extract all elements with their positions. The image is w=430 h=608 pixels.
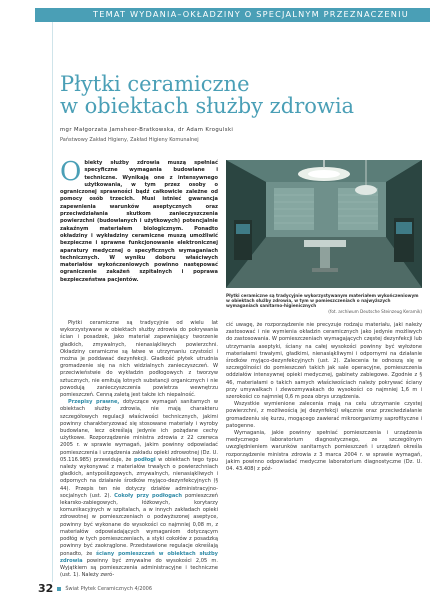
body-column-left <box>60 320 218 579</box>
body-paragraph <box>60 399 218 579</box>
article-title-line2: w obiektach służby zdrowia <box>60 94 355 118</box>
body-column-right <box>226 322 422 473</box>
body-paragraph: cić uwagę, że rozporządzenie nie precyzuje rodzaju materiału, jaki należy zastosować i nie wymienia okładzin ceramicznych jako jedynie możliwych do zastosowania. W pomieszczeniach wymagających częstej dezynfekcji lub utrzymania aseptyki, ściany na całej wysokości powinny być wyłożone materiałami trwałymi, gładkimi, nienasiąkliwymi i odpornymi na działanie środków myjąco-dezynfekcyjnych (ust. 2). Zalecenia te odnoszą się w szczególności do pomieszczeń takich jak sale operacyjne, pomieszczenia oddziałów intensywnej opieki medycznej, gabinety zabiegowe. Zgodnie z § 46, materiałami o takich samych właściwościach należy pokrywać ściany przy umywalkach i zlewozmywakach do wysokości co najmniej 1,6 m i szerokości co najmniej 0,6 m poza obrys urządzenia. <box>226 322 422 401</box>
lead-text: biekty służby zdrowia muszą spełniać specyficzne wymagania budowlane i techniczne. Wynikają one z intensywnego użytkowania, w tym przez osoby o ograniczonej sprawności bądź całkowicie zależne od pomocy osób trzecich. Musi istnieć gwarancja zapewnienia warunków aseptycznych oraz przeciwdziałania skutkom zanieczyszczenia powierzchni (budowlanych i użytkowych) potencjalnie zakaźnym materiałem biologicznym. Ponadto okładziny i wykładziny ceramiczne muszą umożliwić bezpieczne i sprawne funkcjonowanie elektronicznej aparatury medycznej o specyficznych wymaganiach technicznych. W wyniku doboru właściwych materiałów wykończeniowych powinno następować ograniczenie zakażeń szpitalnych i poprawa bezpieczeństwa pacjentów. <box>60 160 218 283</box>
photo-credit: (fot. archiwum Deutsche Steinzeug Keramik) <box>328 308 422 314</box>
operating-room-illustration <box>226 160 422 288</box>
photo-caption-text: Płytki ceramiczne są tradycyjnie wykorzystywanym materiałem wykończeniowym w obiektach służby zdrowia, w tym w pomieszczeniach o najwyższych wymaganiach sanitarno-higienicznych <box>226 293 419 309</box>
operating-room-photo <box>226 160 422 288</box>
section-header-bar <box>35 8 430 22</box>
highlight-text: Cokoły przy podłogach <box>114 492 182 499</box>
body-text: dotyczące wymagań sanitarnych w obiektach służby zdrowia, nie mają charakteru szczegółowych regulacji właściwości technicznych, jakimi powinny charakteryzować się stosowane materiały i wyroby budowlane, lecz określają jedynie ich pożądane cechy użytkowe. Rozporządzenie ministra zdrowia z 22 czerwca 2005 r. w sprawie wymagań, jakim powinny odpowiadać pomieszczenia i urządzenia zakładu opieki zdrowotnej (Dz. U. 05.116.985) przewiduje, że <box>60 399 218 463</box>
body-paragraph: Wymagania, jakie powinny spełniać pomieszczenia i urządzenia medycznego laboratorium diagnostycznego, ze szczególnym uwzględnieniem warunków sanitarnych pomieszczeń i urządzeń określa rozporządzenie ministra zdrowia z 3 marca 2004 r. w sprawie wymagań, jakim powinno odpowiadać medyczne laboratorium diagnostyczne (Dz. U. 04. 43.408) z póź- <box>226 430 422 473</box>
page-footer <box>38 582 152 595</box>
body-paragraph: Płytki ceramiczne są tradycyjnie od wielu lat wykorzystywane w obiektach służby zdrowia do pokrywania ścian i posadzek, jako materiał zapewniający tworzenie gładkich, zmywalnych, nienasiąkliwych powierzchni. Okładziny ceramiczne są łatwe w utrzymaniu czystości i można je poddawać dezynfekcji. Gładkość płytek utrudnia gromadzenie się na nich widzialnych zanieczyszczeń. W przeciwieństwie do wykładzin podłogowych z tworzyw sztucznych, nie emitują lotnych substancji organicznych i nie powodują zanieczyszczenia powietrza wewnętrzu pomieszczeń. Cenną zaletą jest także ich niepalność. <box>60 320 218 399</box>
highlight-text: Przepisy prawne, <box>68 399 120 406</box>
article-title-line1: Płytki ceramiczne <box>60 72 250 96</box>
journal-name: Świat Płytek Ceramicznych 4/2006 <box>65 586 153 592</box>
body-text: pomieszczeń lekarsko-zabiegowych, łóżkowych, korytarzy komunikacyjnych w szpitalach, a w innych zakładach opieki zdrowotnej w pomieszczeniach o podwyższonej aseptyce, powinny być wykonane do wysokości co najmniej 0,08 m, z materiałów odpowiadających wymaganiom dotyczącym podłóg w tych pomieszczeniach, a styki cokołów z posadzką powinny być zaokrąglone. Przedstawione regulacje określają ponadto, że <box>60 492 218 557</box>
body-text: w obiektach tego typu należy wykonywać z materiałów trwałych o powierzchniach gładkich, antypoślizgowych, zmywalnych, nienasiąkliwych i odpornych na działanie środków myjąco-dezynfekcyjnych (§ 44). Przepis ten nie dotyczy działów administracyjno-socjalnych (ust. 2). <box>60 456 219 499</box>
body-paragraph: Wszystkie wymienione zalecenia mają na celu utrzymanie czystej powierzchni, z możliwością jej dezynfekcji włącznie oraz przeciwdziałanie gromadzeniu się kurzu, mogącego zawierać mikroorganizmy saprofityczne i patogenne. <box>226 401 422 429</box>
article-affiliation: Państwowy Zakład Higieny, Zakład Higieny Komunalnej <box>60 137 199 143</box>
page-number: 32 <box>38 582 54 595</box>
article-lead <box>60 157 218 284</box>
highlight-text: podłogi <box>134 456 156 463</box>
lead-dropcap: O <box>60 157 82 187</box>
highlight-text: ściany pomieszczeń w obiektach służby zdrowia <box>60 550 218 564</box>
section-label: TEMAT WYDANIA–OKŁADZINY O SPECJALNYM PRZEZNACZENIU <box>93 9 409 19</box>
photo-caption <box>226 293 422 314</box>
footer-marker <box>57 587 61 591</box>
body-text: powinny być zmywalne do wysokości 2,05 m. Wyjątkiem są pomieszczenia administracyjne i techniczne (ust. 1). Należy zwró- <box>60 557 218 579</box>
article-authors: mgr Małgorzata Jamsheer-Bratkowska, dr Adam Krogulski <box>60 127 234 133</box>
margin-rule <box>52 22 53 582</box>
